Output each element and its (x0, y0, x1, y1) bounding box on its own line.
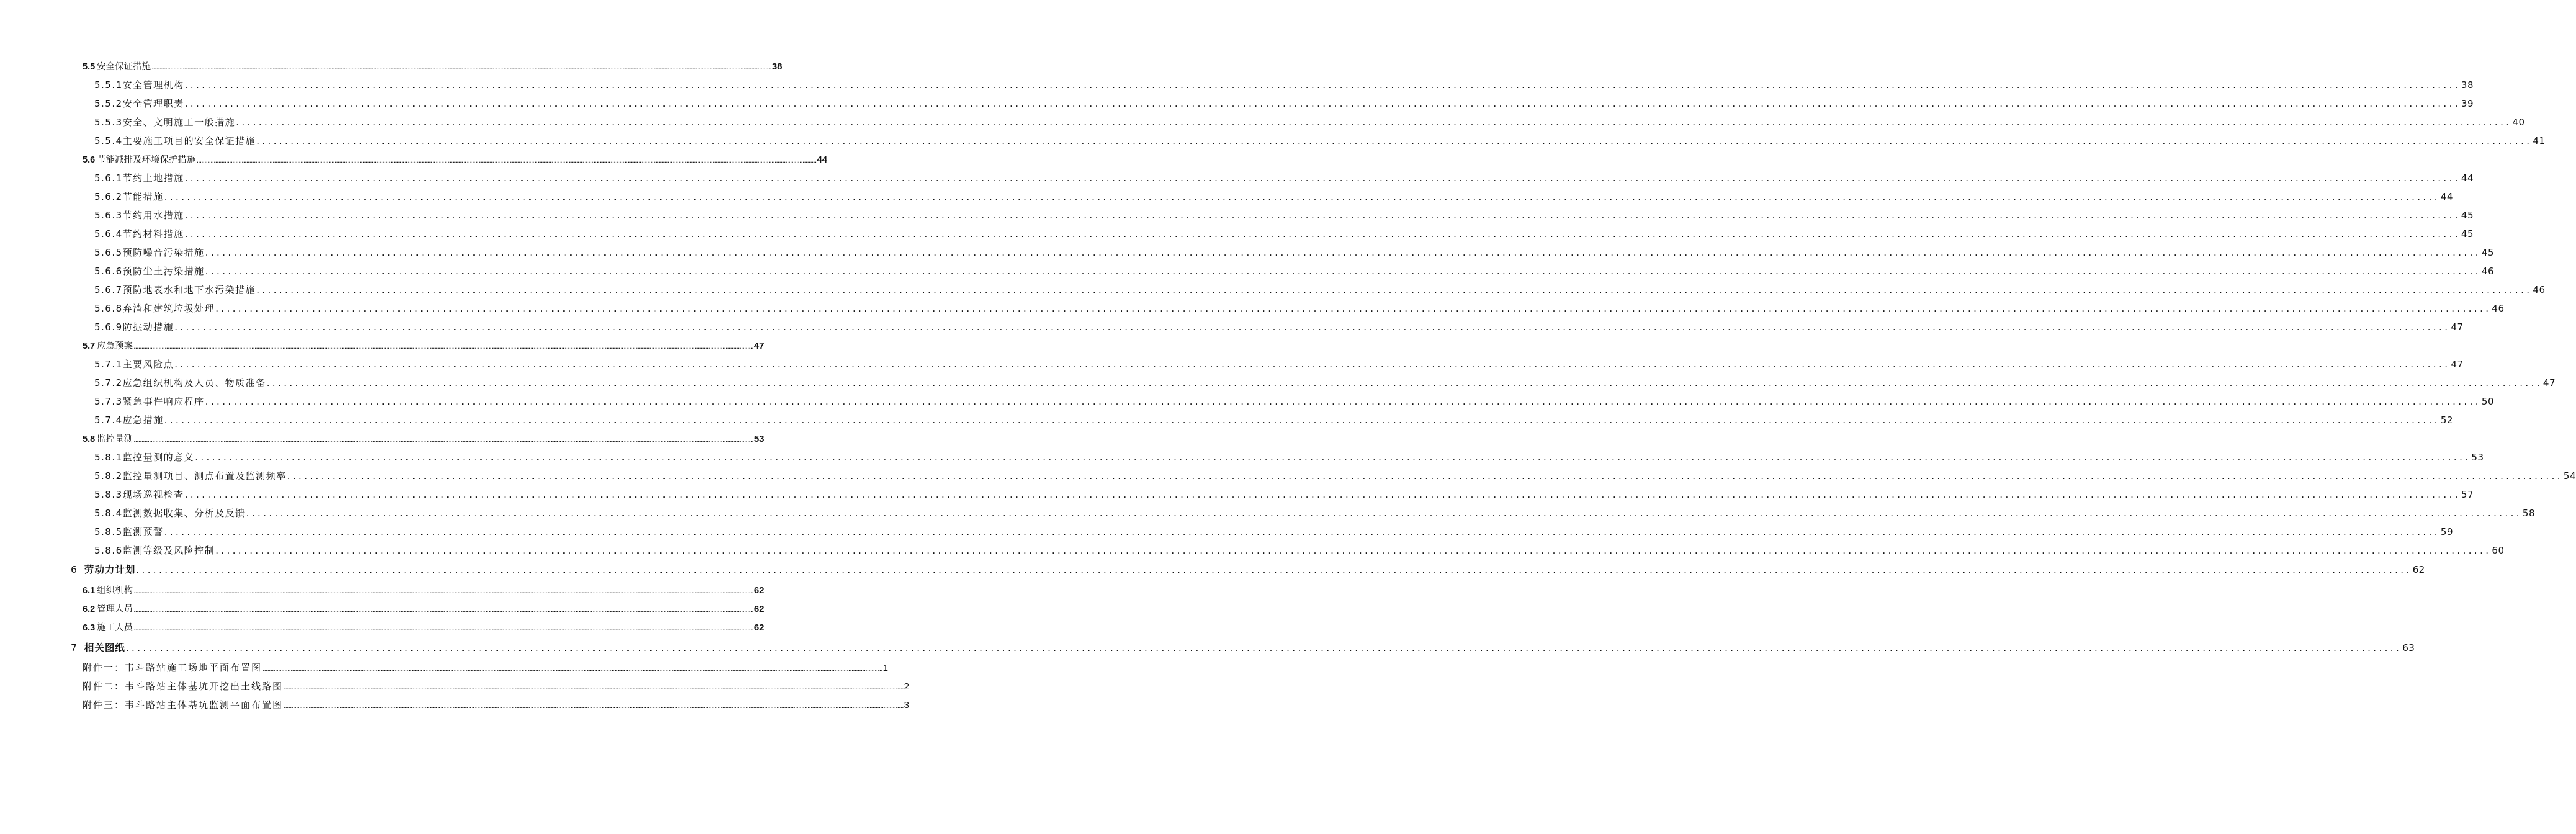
toc-entry-title: 安全、文明施工一般措施 (122, 117, 236, 128)
toc-entry[interactable] (94, 413, 2454, 426)
toc-page-number: 40 (2512, 117, 2525, 128)
toc-entry-title: 监测预警 (122, 526, 164, 537)
toc-entry-title: 应急措施 (122, 415, 164, 426)
toc-page-number: 47 (2451, 359, 2464, 370)
toc-entry-label (94, 190, 164, 203)
toc-entry-label (83, 583, 133, 596)
toc-page-number: 41 (2533, 135, 2546, 146)
toc-entry-label (94, 395, 205, 408)
toc-entry-label (71, 562, 135, 576)
toc-entry-number: 5.6.6 (94, 266, 123, 277)
toc-dot-leader: ................................................................................................................................................................................................................................................................................................................................................................................................................ (151, 63, 771, 71)
toc-dot-leader: ................................................................................................................................................................................................................................................................................................................................................................................................................ (266, 377, 2542, 388)
toc-page-number: 53 (2471, 452, 2484, 463)
toc-dot-leader: ................................................................................................................................................................................................................................................................................................................................................................................................................ (287, 470, 2563, 482)
toc-entry-label (94, 115, 235, 128)
toc-dot-leader: ................................................................................................................................................................................................................................................................................................................................................................................................................ (205, 266, 2481, 277)
toc-entry-number: 7 (71, 642, 77, 653)
toc-entry-title: 监测数据收集、分析及反馈 (122, 508, 246, 519)
toc-entry-label (83, 698, 283, 711)
toc-dot-leader: ................................................................................................................................................................................................................................................................................................................................................................................................................ (284, 683, 904, 691)
toc-entry-title: 节能减排及环境保护措施 (97, 155, 196, 165)
toc-entry[interactable] (94, 283, 2546, 296)
toc-entry[interactable] (94, 525, 2454, 538)
toc-entry[interactable] (94, 171, 2474, 184)
toc-entry[interactable] (83, 153, 827, 166)
toc-dot-leader: ................................................................................................................................................................................................................................................................................................................................................................................................................ (205, 396, 2481, 407)
toc-dot-leader: ................................................................................................................................................................................................................................................................................................................................................................................................................ (164, 526, 2440, 537)
toc-page-number: 3 (904, 700, 910, 711)
toc-entry-number: 5.8.2 (94, 470, 123, 482)
toc-entry-number: 5.6.8 (94, 303, 123, 314)
toc-entry-label (83, 153, 196, 166)
toc-entry-number: 5.8 (83, 434, 96, 444)
toc-dot-leader: ................................................................................................................................................................................................................................................................................................................................................................................................................ (263, 665, 882, 673)
toc-entry-label (94, 283, 256, 296)
toc-entry-number: 5.5.2 (94, 98, 123, 109)
toc-entry-title: 应急组织机构及人员、物质准备 (122, 377, 266, 388)
toc-page-number: 47 (2451, 321, 2464, 333)
toc-page-number: 52 (2440, 415, 2454, 426)
toc-entry-title: 弃渣和建筑垃圾处理 (122, 303, 215, 314)
toc-dot-leader: ................................................................................................................................................................................................................................................................................................................................................................................................................ (133, 343, 753, 351)
toc-entry[interactable] (71, 562, 2425, 576)
toc-entry-label (94, 544, 215, 557)
toc-entry-number: 6 (71, 564, 77, 575)
toc-entry-title: 组织机构 (97, 586, 133, 596)
toc-entry-title: 施工人员 (97, 623, 133, 633)
toc-dot-leader: ................................................................................................................................................................................................................................................................................................................................................................................................................ (136, 564, 2412, 575)
toc-dot-leader: ................................................................................................................................................................................................................................................................................................................................................................................................................ (246, 508, 2522, 519)
toc-page-number: 47 (753, 341, 765, 351)
toc-entry-number: 5.6.5 (94, 247, 123, 258)
toc-entry-label (71, 640, 125, 654)
toc-dot-leader: ................................................................................................................................................................................................................................................................................................................................................................................................................ (256, 135, 2533, 146)
toc-entry[interactable] (94, 208, 2474, 222)
toc-page-number: 62 (753, 585, 765, 596)
toc-entry-label (94, 488, 184, 501)
toc-entry-title: 安全保证措施 (97, 62, 151, 72)
toc-dot-leader: ................................................................................................................................................................................................................................................................................................................................................................................................................ (174, 321, 2451, 333)
toc-entry-number: 5.6 (83, 155, 96, 165)
toc-entry-title: 相关图纸 (84, 642, 125, 653)
toc-entry-title: 管理人员 (97, 604, 133, 614)
toc-entry[interactable] (94, 320, 2464, 333)
toc-dot-leader: ................................................................................................................................................................................................................................................................................................................................................................................................................ (195, 452, 2471, 463)
toc-entry[interactable] (94, 469, 2576, 482)
toc-entry-label (83, 661, 262, 674)
toc-entry-number: 5.7.2 (94, 377, 123, 388)
toc-dot-leader: ................................................................................................................................................................................................................................................................................................................................................................................................................ (284, 702, 904, 710)
toc-entry-title: 韦斗路站施工场地平面布置图 (125, 662, 263, 673)
toc-dot-leader: ................................................................................................................................................................................................................................................................................................................................................................................................................ (205, 247, 2481, 258)
toc-page-number: 63 (2402, 642, 2415, 653)
toc-dot-leader: ................................................................................................................................................................................................................................................................................................................................................................................................................ (184, 228, 2461, 240)
toc-entry-label (94, 469, 287, 482)
toc-entry-title: 节约用水措施 (122, 210, 184, 221)
toc-entry-number: 附件三： (83, 699, 125, 711)
toc-entry[interactable] (94, 97, 2474, 110)
toc-entry-title: 监测等级及风险控制 (122, 545, 215, 556)
toc-entry-number: 5.8.3 (94, 489, 123, 500)
toc-entry-label (94, 302, 215, 315)
toc-page-number: 45 (2481, 247, 2495, 258)
toc-entry[interactable] (94, 115, 2525, 128)
toc-entry-title: 韦斗路站主体基坑监测平面布置图 (125, 699, 284, 711)
toc-entry[interactable] (94, 78, 2474, 91)
toc-entry-label (83, 339, 133, 352)
toc-entry[interactable] (83, 583, 765, 596)
toc-entry-number: 5.6.9 (94, 321, 123, 333)
toc-entry[interactable] (94, 227, 2474, 240)
toc-entry[interactable] (83, 432, 765, 445)
toc-entry-number: 5.6.7 (94, 284, 123, 295)
toc-entry-title: 预防地表水和地下水污染措施 (122, 284, 256, 295)
toc-entry[interactable] (83, 602, 765, 615)
toc-entry-number: 5.5.3 (94, 117, 123, 128)
toc-entry-number: 5.8.6 (94, 545, 123, 556)
toc-page-number: 62 (2412, 564, 2425, 575)
toc-entry-label (94, 506, 246, 519)
toc-entry[interactable] (94, 506, 2536, 519)
toc-entry-label (94, 451, 194, 464)
toc-entry-title: 主要风险点 (122, 359, 174, 370)
toc-page-number: 59 (2440, 526, 2454, 537)
toc-dot-leader: ................................................................................................................................................................................................................................................................................................................................................................................................................ (174, 359, 2451, 370)
toc-dot-leader: ................................................................................................................................................................................................................................................................................................................................................................................................................ (215, 545, 2492, 556)
toc-entry-number: 6.1 (83, 586, 96, 596)
toc-entry-label (94, 525, 164, 538)
toc-entry-label (83, 602, 133, 615)
toc-entry-title: 预防噪音污染措施 (122, 247, 205, 258)
toc-entry-title: 监控量测项目、测点布置及监测频率 (122, 470, 287, 482)
toc-entry[interactable] (94, 376, 2556, 389)
toc-entry[interactable] (83, 661, 889, 674)
toc-entry-title: 韦斗路站主体基坑开挖出土线路图 (125, 681, 284, 692)
toc-entry[interactable] (94, 302, 2505, 315)
toc-entry[interactable] (94, 488, 2474, 501)
toc-entry-label (94, 78, 184, 91)
toc-entry-title: 节约土地措施 (122, 173, 184, 184)
toc-entry-number: 5.7.4 (94, 415, 123, 426)
toc-entry-label (94, 264, 205, 277)
toc-entry-label (94, 246, 205, 259)
toc-entry-label (94, 134, 256, 147)
toc-page-number: 62 (753, 622, 765, 633)
toc-entry[interactable] (94, 190, 2454, 203)
toc-page-number: 50 (2481, 396, 2495, 407)
toc-entry[interactable] (83, 339, 765, 352)
toc-dot-leader: ................................................................................................................................................................................................................................................................................................................................................................................................................ (184, 98, 2461, 109)
toc-entry-label (94, 376, 266, 389)
toc-entry[interactable] (94, 357, 2464, 370)
toc-page-number: 45 (2461, 228, 2474, 240)
toc-page-number: 44 (2440, 191, 2454, 202)
toc-dot-leader: ................................................................................................................................................................................................................................................................................................................................................................................................................ (196, 156, 817, 164)
toc-entry-label (94, 208, 184, 222)
toc-entry[interactable] (83, 679, 910, 693)
toc-dot-leader: ................................................................................................................................................................................................................................................................................................................................................................................................................ (184, 79, 2461, 91)
toc-page-number: 58 (2522, 508, 2536, 519)
toc-entry-number: 5.6.2 (94, 191, 123, 202)
toc-dot-leader: ................................................................................................................................................................................................................................................................................................................................................................................................................ (133, 606, 753, 614)
toc-entry[interactable] (94, 451, 2484, 464)
toc-entry-label (94, 227, 184, 240)
toc-entry-title: 节能措施 (122, 191, 164, 202)
toc-page-number: 38 (771, 61, 783, 72)
toc-page-number: 60 (2492, 545, 2505, 556)
toc-page-number: 44 (2461, 173, 2474, 184)
toc-entry-number: 附件一： (83, 662, 125, 673)
toc-entry-title: 节约材料措施 (122, 228, 184, 240)
toc-entry[interactable] (71, 640, 2415, 654)
toc-entry-number: 附件二： (83, 681, 125, 692)
toc-dot-leader: ................................................................................................................................................................................................................................................................................................................................................................................................................ (256, 284, 2533, 295)
toc-entry-label (94, 413, 164, 426)
toc-page-number: 39 (2461, 98, 2474, 109)
toc-dot-leader: ................................................................................................................................................................................................................................................................................................................................................................................................................ (184, 173, 2461, 184)
toc-page-number: 53 (753, 434, 765, 444)
toc-entry-title: 预防尘土污染措施 (122, 266, 205, 277)
toc-page-number: 1 (882, 663, 889, 673)
toc-entry-number: 5.8.4 (94, 508, 123, 519)
toc-entry-number: 5.8.1 (94, 452, 123, 463)
toc-entry-title: 监控量测的意义 (122, 452, 195, 463)
toc-entry[interactable] (94, 544, 2505, 557)
toc-dot-leader: ................................................................................................................................................................................................................................................................................................................................................................................................................ (184, 489, 2461, 500)
toc-entry-title: 防振动措施 (122, 321, 174, 333)
toc-entry-title: 安全管理职责 (122, 98, 184, 109)
toc-entry-title: 现场巡视检查 (122, 489, 184, 500)
toc-entry-label (94, 357, 174, 370)
toc-entry-number: 5.8.5 (94, 526, 123, 537)
toc-dot-leader: ................................................................................................................................................................................................................................................................................................................................................................................................................ (133, 587, 753, 595)
toc-entry[interactable] (83, 621, 765, 634)
toc-entry-title: 紧急事件响应程序 (122, 396, 205, 407)
toc-entry-label (83, 621, 133, 634)
toc-entry-number: 5.5.1 (94, 79, 123, 91)
toc-entry[interactable] (83, 698, 910, 711)
toc-page-number: 45 (2461, 210, 2474, 221)
toc-entry-label (83, 679, 283, 693)
toc-entry[interactable] (94, 395, 2495, 408)
toc-page-number: 46 (2492, 303, 2505, 314)
toc-entry-label (83, 432, 133, 445)
toc-entry[interactable] (94, 246, 2495, 259)
toc-entry-label (94, 171, 184, 184)
toc-entry-number: 5.6.4 (94, 228, 123, 240)
toc-entry-number: 5.6.1 (94, 173, 123, 184)
toc-page-number: 46 (2533, 284, 2546, 295)
toc-entry-label (83, 60, 151, 73)
toc-entry-title: 主要施工项目的安全保证措施 (122, 135, 256, 146)
toc-entry[interactable] (94, 134, 2546, 147)
toc-entry-number: 5.7 (83, 341, 96, 351)
toc-entry-title: 应急预案 (97, 341, 133, 351)
toc-page-number: 62 (753, 604, 765, 614)
toc-page-number: 57 (2461, 489, 2474, 500)
toc-dot-leader: ................................................................................................................................................................................................................................................................................................................................................................................................................ (215, 303, 2492, 314)
toc-entry-number: 5.7.3 (94, 396, 123, 407)
toc-dot-leader: ................................................................................................................................................................................................................................................................................................................................................................................................................ (133, 624, 753, 632)
toc-entry-number: 6.3 (83, 623, 96, 633)
toc-entry-title: 安全管理机构 (122, 79, 184, 91)
toc-page-number: 2 (904, 681, 910, 692)
toc-entry-number: 5.6.3 (94, 210, 123, 221)
toc-page-number: 54 (2563, 470, 2576, 482)
toc-entry-title: 监控量测 (97, 434, 133, 444)
toc-entry-number: 5.7.1 (94, 359, 123, 370)
toc-dot-leader: ................................................................................................................................................................................................................................................................................................................................................................................................................ (184, 210, 2461, 221)
toc-dot-leader: ................................................................................................................................................................................................................................................................................................................................................................................................................ (164, 191, 2440, 202)
toc-dot-leader: ................................................................................................................................................................................................................................................................................................................................................................................................................ (133, 436, 753, 444)
toc-entry-title: 劳动力计划 (84, 564, 136, 575)
toc-entry-number: 6.2 (83, 604, 96, 614)
toc-entry[interactable] (94, 264, 2495, 277)
toc-page-number: 38 (2461, 79, 2474, 91)
toc-entry-number: 5.5 (83, 62, 96, 72)
toc-entry[interactable] (83, 60, 783, 73)
toc-dot-leader: ................................................................................................................................................................................................................................................................................................................................................................................................................ (236, 117, 2512, 128)
toc-page-number: 44 (817, 155, 827, 165)
toc-page-number: 46 (2481, 266, 2495, 277)
toc-entry-label (94, 320, 174, 333)
toc-page-number: 47 (2542, 377, 2556, 388)
toc-dot-leader: ................................................................................................................................................................................................................................................................................................................................................................................................................ (125, 642, 2402, 653)
toc-entry-number: 5.5.4 (94, 135, 123, 146)
toc-entry-label (94, 97, 184, 110)
toc-dot-leader: ................................................................................................................................................................................................................................................................................................................................................................................................................ (164, 415, 2440, 426)
